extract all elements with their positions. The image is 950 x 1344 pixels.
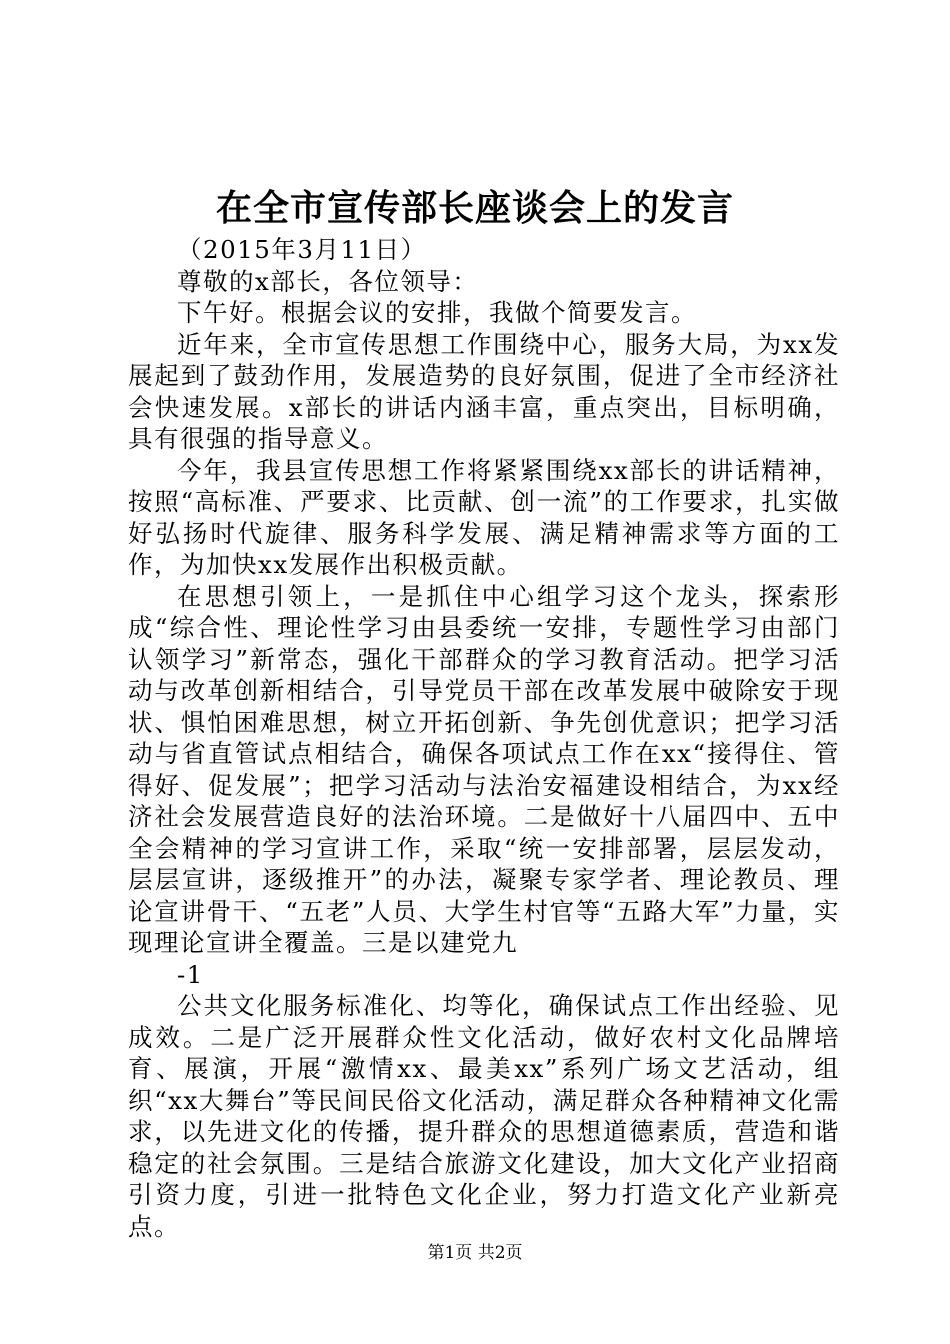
paragraph-review: 近年来，全市宣传思想工作围绕中心，服务大局，为xx发展起到了鼓劲作用，发展造势的良好氛围，促进了全市经济社会快速发展。x部长的讲话内涵丰富，重点突出，目标明确，具有很强的指导意义。 xyxy=(128,329,840,453)
date-line: （2015年3月11日） xyxy=(177,235,427,264)
salutation: 尊敬的x部长，各位领导： xyxy=(177,266,479,296)
paragraph-public-culture: 公共文化服务标准化、均等化，确保试点工作出经验、见成效。二是广泛开展群众性文化活动，做好农村文化品牌培育、展演，开展“激情xx、最美xx”系列广场文艺活动，组织“xx大舞台”等民间民俗文化活动，满足群众各种精神文化需求，以先进文化的传播，提升群众的思想道德素质，营造和谐稳定的社会氛围。三是结合旅游文化建设，加大文化产业招商引资力度，引进一批特色文化企业，努力打造文化产业新亮点。 xyxy=(128,991,840,1241)
paragraph-plan: 今年，我县宣传思想工作将紧紧围绕xx部长的讲话精神，按照“高标准、严要求、比贡献、创一流”的工作要求，扎实做好弘扬时代旋律、服务科学发展、满足精神需求等方面的工作，为加快xx发展作出积极贡献。 xyxy=(128,455,840,579)
page-break-marker: -1 xyxy=(177,959,204,989)
page-footer: 第1页 共2页 xyxy=(427,1243,523,1263)
document-title: 在全市宣传部长座谈会上的发言 xyxy=(215,187,734,229)
document-body xyxy=(128,234,840,1242)
paragraph-thought-guidance: 在思想引领上，一是抓住中心组学习这个龙头，探索形成“综合性、理论性学习由县委统一安排，专题性学习由部门认领学习”新常态，强化干部群众的学习教育活动。把学习活动与改革创新相结合，引导党员干部在改革发展中破除安于现状、惧怕困难思想，树立开拓创新、争先创优意识；把学习活动与省直管试点相结合，确保各项试点工作在xx“接得住、管得好、促发展”；把学习活动与法治安福建设相结合，为xx经济社会发展营造良好的法治环境。二是做好十八届四中、五中全会精神的学习宣讲工作，采取“统一安排部署，层层发动，层层宣讲，逐级推开”的办法，凝聚专家学者、理论教员、理论宣讲骨干、“五老”人员、大学生村官等“五路大军”力量，实现理论宣讲全覆盖。三是以建党九 xyxy=(128,581,840,957)
paragraph-greeting: 下午好。根据会议的安排，我做个简要发言。 xyxy=(177,298,697,327)
